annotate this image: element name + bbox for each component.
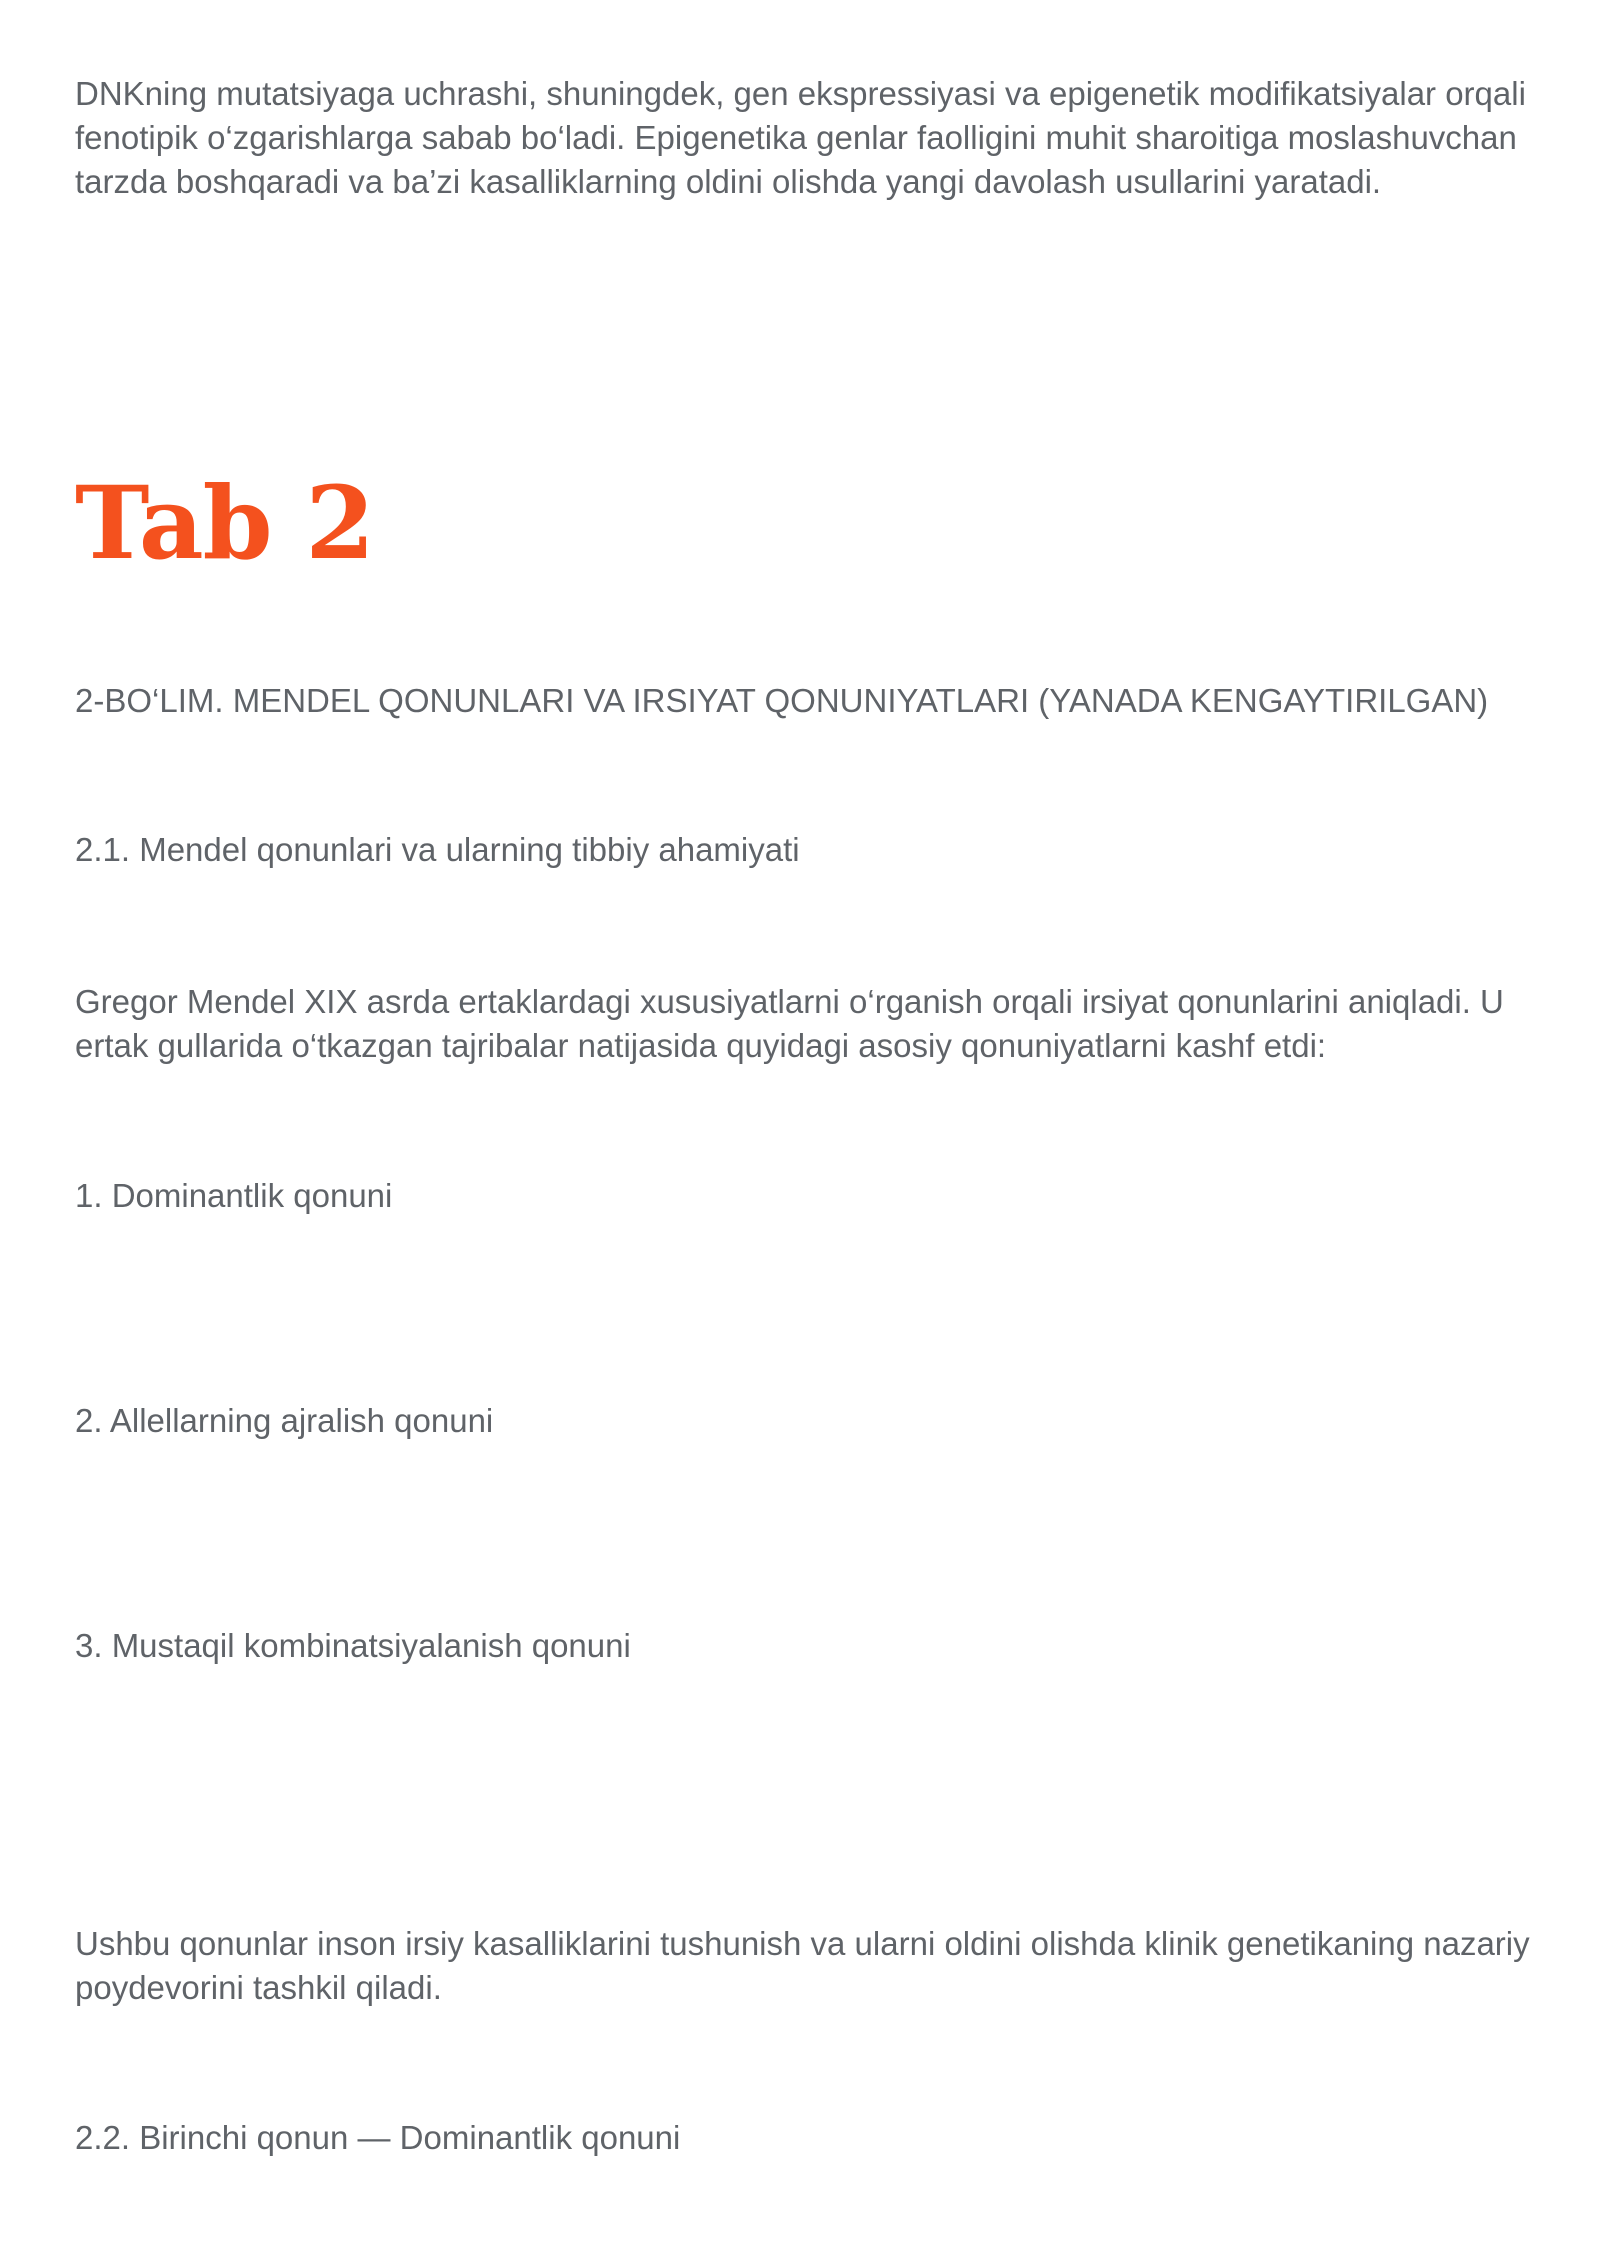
conclusion-paragraph: Ushbu qonunlar inson irsiy kasalliklarini tushunish va ularni oldini olishda klinik genetikaning nazariy poydevorini tashkil qiladi. [75,1925,1530,2006]
law-item-dominance: 1. Dominantlik qonuni [75,1177,393,1214]
intro-paragraph: DNKning mutatsiyaga uchrashi, shuningdek, gen ekspressiyasi va epigenetik modifikatsiyalar orqali fenotipik o‘zgarishlarga sabab bo‘ladi. Epigenetika genlar faolligini muhit sharoitiga moslashuvchan tarzda boshqaradi va ba’zi kasalliklarning oldini olishda yangi davolash usullarini yaratadi. [75,75,1526,200]
subsection-1-title: 2.1. Mendel qonunlari va ularning tibbiy ahamiyati [75,831,800,868]
tab-heading: Tab 2 [75,464,374,582]
subsection-2-title: 2.2. Birinchi qonun — Dominantlik qonuni [75,2119,681,2156]
law-item-independent-assortment: 3. Mustaqil kombinatsiyalanish qonuni [75,1627,631,1664]
section-title: 2-BO‘LIM. MENDEL QONUNLARI VA IRSIYAT QONUNIYATLARI (YANADA KENGAYTIRILGAN) [75,682,1489,719]
law-item-segregation: 2. Allellarning ajralish qonuni [75,1402,494,1439]
mendel-paragraph: Gregor Mendel XIX asrda ertaklardagi xususiyatlarni o‘rganish orqali irsiyat qonunlarini aniqladi. U ertak gullarida o‘tkazgan tajribalar natijasida quyidagi asosiy qonuniyatlarni kashf etdi: [75,983,1504,1064]
